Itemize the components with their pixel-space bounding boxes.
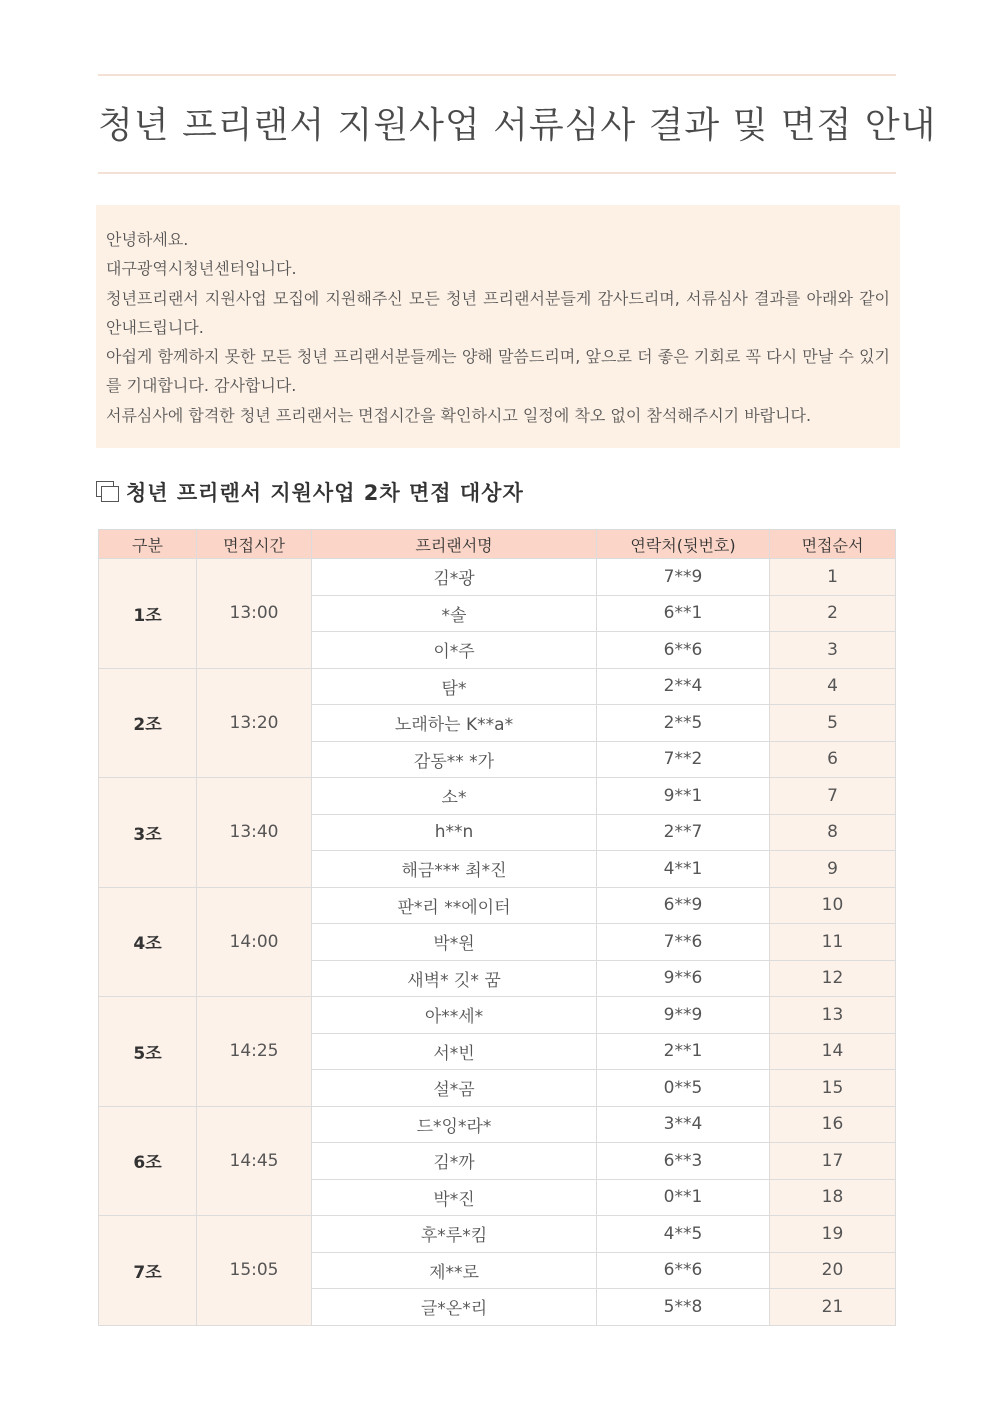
contact-cell: 7**6 — [597, 924, 770, 961]
order-cell: 3 — [770, 632, 896, 669]
name-cell: 김*까 — [312, 1143, 597, 1180]
table-row — [99, 559, 896, 596]
interview-table — [98, 529, 896, 1326]
order-cell: 19 — [770, 1216, 896, 1253]
contact-cell: 4**1 — [597, 851, 770, 888]
contact-cell: 6**3 — [597, 1143, 770, 1180]
group-cell: 5조 — [99, 997, 197, 1107]
header-order: 면접순서 — [770, 530, 896, 559]
time-cell: 13:20 — [197, 668, 312, 778]
name-cell: 드*잉*라* — [312, 1106, 597, 1143]
table-row — [99, 1106, 896, 1143]
notice-greeting: 안녕하세요. — [106, 230, 189, 249]
group-cell: 6조 — [99, 1106, 197, 1216]
name-cell: 소* — [312, 778, 597, 815]
group-cell: 2조 — [99, 668, 197, 778]
table-row — [99, 778, 896, 815]
name-cell: 새벽* 깃* 꿈 — [312, 960, 597, 997]
section-title: 청년 프리랜서 지원사업 2차 면접 대상자 — [126, 481, 524, 505]
order-cell: 20 — [770, 1252, 896, 1289]
name-cell: 박*진 — [312, 1179, 597, 1216]
order-cell: 6 — [770, 741, 896, 778]
time-cell: 14:00 — [197, 887, 312, 997]
order-cell: 11 — [770, 924, 896, 961]
table-row — [99, 668, 896, 705]
header-time: 면접시간 — [197, 530, 312, 559]
name-cell: 해금*** 최*진 — [312, 851, 597, 888]
contact-cell: 6**6 — [597, 1252, 770, 1289]
order-cell: 5 — [770, 705, 896, 742]
contact-cell: 6**1 — [597, 595, 770, 632]
name-cell: 설*곰 — [312, 1070, 597, 1107]
notice-instruction: 서류심사에 합격한 청년 프리랜서는 면접시간을 확인하시고 일정에 착오 없이 참석해주시기 바랍니다. — [106, 405, 812, 425]
group-cell: 4조 — [99, 887, 197, 997]
square-bullet-icon — [96, 481, 120, 503]
time-cell: 15:05 — [197, 1216, 312, 1326]
time-cell: 14:45 — [197, 1106, 312, 1216]
name-cell: 아**세* — [312, 997, 597, 1034]
order-cell: 1 — [770, 559, 896, 596]
time-cell: 14:25 — [197, 997, 312, 1107]
name-cell: 서*빈 — [312, 1033, 597, 1070]
table-body — [99, 559, 896, 1326]
order-cell: 7 — [770, 778, 896, 815]
contact-cell: 9**6 — [597, 960, 770, 997]
name-cell: h**n — [312, 814, 597, 851]
name-cell: 판*리 **에이터 — [312, 887, 597, 924]
table-row — [99, 1216, 896, 1253]
order-cell: 16 — [770, 1106, 896, 1143]
name-cell: 김*광 — [312, 559, 597, 596]
header-group: 구분 — [99, 530, 197, 559]
contact-cell: 6**6 — [597, 632, 770, 669]
order-cell: 21 — [770, 1289, 896, 1326]
contact-cell: 0**1 — [597, 1179, 770, 1216]
contact-cell: 4**5 — [597, 1216, 770, 1253]
group-cell: 3조 — [99, 778, 197, 888]
order-cell: 18 — [770, 1179, 896, 1216]
notice-thanks: 청년프리랜서 지원사업 모집에 지원해주신 모든 청년 프리랜서분들게 감사드리며, 서류심사 결과를 아래와 같이 안내드립니다. — [106, 288, 890, 337]
name-cell: 글*온*리 — [312, 1289, 597, 1326]
order-cell: 15 — [770, 1070, 896, 1107]
name-cell: *솔 — [312, 595, 597, 632]
order-cell: 12 — [770, 960, 896, 997]
contact-cell: 2**5 — [597, 705, 770, 742]
table-header-row — [99, 530, 896, 559]
notice-apology: 아쉽게 함께하지 못한 모든 청년 프리랜서분들께는 양해 말씀드리며, 앞으로 더 좋은 기회로 꼭 다시 만날 수 있기를 기대합니다. 감사합니다. — [106, 347, 890, 396]
order-cell: 13 — [770, 997, 896, 1034]
notice-sender: 대구광역시청년센터입니다. — [106, 259, 297, 279]
title-top-rule — [98, 74, 896, 76]
contact-cell: 9**1 — [597, 778, 770, 815]
order-cell: 10 — [770, 887, 896, 924]
contact-cell: 0**5 — [597, 1070, 770, 1107]
name-cell: 제**로 — [312, 1252, 597, 1289]
order-cell: 9 — [770, 851, 896, 888]
group-cell: 7조 — [99, 1216, 197, 1326]
contact-cell: 6**9 — [597, 887, 770, 924]
contact-cell: 2**7 — [597, 814, 770, 851]
name-cell: 후*루*킴 — [312, 1216, 597, 1253]
header-contact: 연락처(뒷번호) — [597, 530, 770, 559]
section-heading — [96, 474, 524, 510]
time-cell: 13:00 — [197, 559, 312, 669]
time-cell: 13:40 — [197, 778, 312, 888]
header-name: 프리랜서명 — [312, 530, 597, 559]
name-cell: 이*주 — [312, 632, 597, 669]
contact-cell: 2**4 — [597, 668, 770, 705]
page-title: 청년 프리랜서 지원사업 서류심사 결과 및 면접 안내 — [98, 105, 937, 146]
title-bottom-rule — [98, 172, 896, 174]
order-cell: 4 — [770, 668, 896, 705]
name-cell: 노래하는 K**a* — [312, 705, 597, 742]
contact-cell: 2**1 — [597, 1033, 770, 1070]
contact-cell: 5**8 — [597, 1289, 770, 1326]
name-cell: 박*원 — [312, 924, 597, 961]
group-cell: 1조 — [99, 559, 197, 669]
name-cell: 탐* — [312, 668, 597, 705]
notice-box — [96, 205, 900, 448]
order-cell: 8 — [770, 814, 896, 851]
name-cell: 감동** *가 — [312, 741, 597, 778]
contact-cell: 7**9 — [597, 559, 770, 596]
order-cell: 14 — [770, 1033, 896, 1070]
contact-cell: 3**4 — [597, 1106, 770, 1143]
contact-cell: 9**9 — [597, 997, 770, 1034]
order-cell: 2 — [770, 595, 896, 632]
table-row — [99, 997, 896, 1034]
table-row — [99, 887, 896, 924]
contact-cell: 7**2 — [597, 741, 770, 778]
order-cell: 17 — [770, 1143, 896, 1180]
